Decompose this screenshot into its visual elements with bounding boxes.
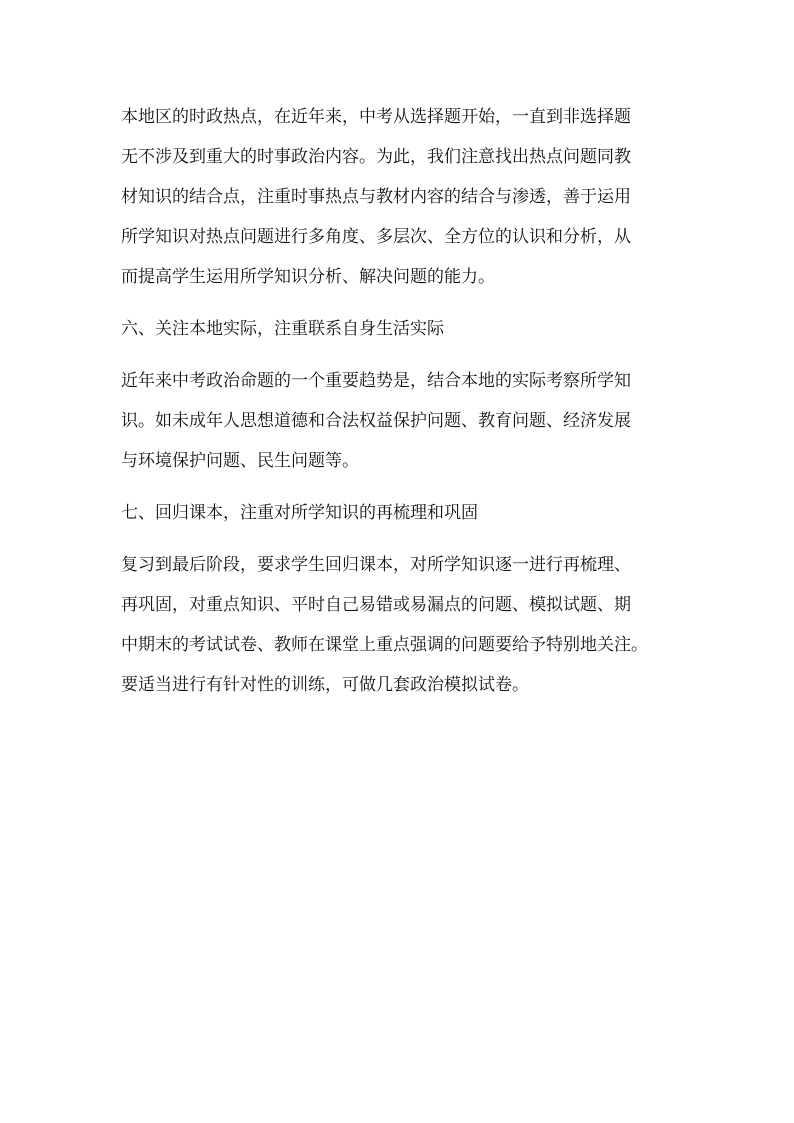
paragraph-line: 材知识的结合点，注重时事热点与教材内容的结合与渗透，善于运用 bbox=[121, 187, 631, 207]
paragraph-line: 识。如未成年人思想道德和合法权益保护问题、教育问题、经济发展 bbox=[121, 411, 631, 431]
paragraph-line: 要适当进行有针对性的训练，可做几套政治模拟试卷。 bbox=[121, 675, 529, 695]
paragraph-line: 所学知识对热点问题进行多角度、多层次、全方位的认识和分析，从 bbox=[121, 227, 631, 247]
paragraph-line: 复习到最后阶段，要求学生回归课本，对所学知识逐一进行再梳理、 bbox=[121, 555, 631, 575]
paragraph-line: 本地区的时政热点，在近年来，中考从选择题开始，一直到非选择题 bbox=[121, 107, 631, 127]
section-heading-6: 六、关注本地实际，注重联系自身生活实际 bbox=[121, 319, 444, 339]
paragraph-line: 中期末的考试试卷、教师在课堂上重点强调的问题要给予特别地关注。 bbox=[121, 635, 648, 655]
paragraph-line: 而提高学生运用所学知识分析、解决问题的能力。 bbox=[121, 267, 495, 287]
paragraph-current-affairs bbox=[121, 102, 681, 292]
paragraph-line: 无不涉及到重大的时事政治内容。为此，我们注意找出热点问题同教 bbox=[121, 147, 631, 167]
section-heading-7: 七、回归课本，注重对所学知识的再梳理和巩固 bbox=[121, 503, 478, 523]
paragraph-line: 再巩固，对重点知识、平时自己易错或易漏点的问题、模拟试题、期 bbox=[121, 595, 631, 615]
paragraph-textbook-review bbox=[121, 550, 681, 700]
paragraph-line: 与环境保护问题、民生问题等。 bbox=[121, 451, 359, 471]
paragraph-line: 近年来中考政治命题的一个重要趋势是，结合本地的实际考察所学知 bbox=[121, 371, 631, 391]
document-body bbox=[121, 102, 681, 700]
paragraph-local-reality bbox=[121, 366, 681, 476]
